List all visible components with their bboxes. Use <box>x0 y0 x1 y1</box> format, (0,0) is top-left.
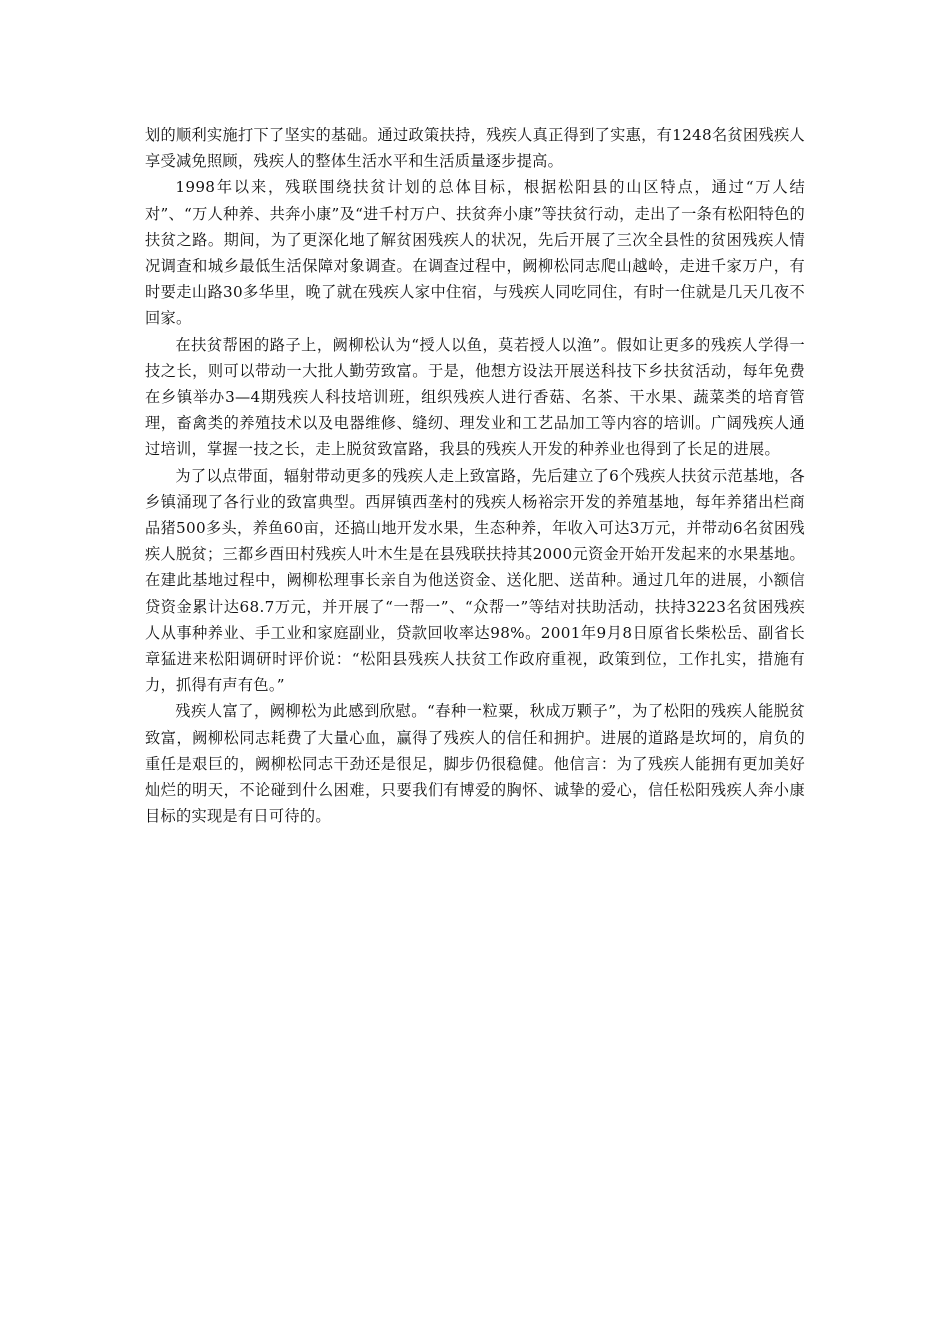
paragraph-1: 划的顺利实施打下了坚实的基础。通过政策扶持，残疾人真正得到了实惠，有1248名贫困残疾人享受减免照顾，残疾人的整体生活水平和生活质量逐步提高。 <box>145 126 805 171</box>
document-body <box>145 122 805 829</box>
paragraph-5: 残疾人富了，阙柳松为此感到欣慰。“春种一粒粟，秋成万颗子”，为了松阳的残疾人能脱贫致富，阙柳松同志耗费了大量心血，赢得了残疾人的信任和拥护。进展的道路是坎坷的，肩负的重任是艰巨的，阙柳松同志干劲还是很足，脚步仍很稳健。他信言：为了残疾人能拥有更加美好灿烂的明天，不论碰到什么困难，只要我们有博爱的胸怀、诚挚的爱心，信任松阳残疾人奔小康目标的实现是有日可待的。 <box>145 702 805 826</box>
paragraph-2: 1998年以来，残联围绕扶贫计划的总体目标，根据松阳县的山区特点，通过“万人结对”、“万人种养、共奔小康”及“进千村万户、扶贫奔小康”等扶贫行动，走出了一条有松阳特色的扶贫之路。期间，为了更深化地了解贫困残疾人的状况，先后开展了三次全县性的贫困残疾人情况调查和城乡最低生活保障对象调查。在调查过程中，阙柳松同志爬山越岭，走进千家万户，有时要走山路30多华里，晚了就在残疾人家中住宿，与残疾人同吃同住，有时一住就是几天几夜不回家。 <box>145 178 805 328</box>
paragraph-3: 在扶贫帮困的路子上，阙柳松认为“授人以鱼，莫若授人以渔”。假如让更多的残疾人学得一技之长，则可以带动一大批人勤劳致富。于是，他想方设法开展送科技下乡扶贫活动，每年免费在乡镇举办3—4期残疾人科技培训班，组织残疾人进行香菇、名茶、干水果、蔬菜类的培育管理，畜禽类的养殖技术以及电器维修、缝纫、理发业和工艺品加工等内容的培训。广阔残疾人通过培训，掌握一技之长，走上脱贫致富路，我县的残疾人开发的种养业也得到了长足的进展。 <box>145 335 805 459</box>
paragraph-4: 为了以点带面，辐射带动更多的残疾人走上致富路，先后建立了6个残疾人扶贫示范基地，各乡镇涌现了各行业的致富典型。西屏镇西垄村的残疾人杨裕宗开发的养殖基地，每年养猪出栏商品猪500多头，养鱼60亩，还搞山地开发水果，生态种养，年收入可达3万元，并带动6名贫困残疾人脱贫；三都乡酉田村残疾人叶木生是在县残联扶持其2000元资金开始开发起来的水果基地。在建此基地过程中，阙柳松理事长亲自为他送资金、送化肥、送苗种。通过几年的进展，小额信贷资金累计达68.7万元，并开展了“一帮一”、“众帮一”等结对扶助活动，扶持3223名贫困残疾人从事种养业、手工业和家庭副业，贷款回收率达98%。2001年9月8日原省长柴松岳、副省长章猛进来松阳调研时评价说：“松阳县残疾人扶贫工作政府重视，政策到位，工作扎实，措施有力，抓得有声有色。” <box>145 466 805 695</box>
